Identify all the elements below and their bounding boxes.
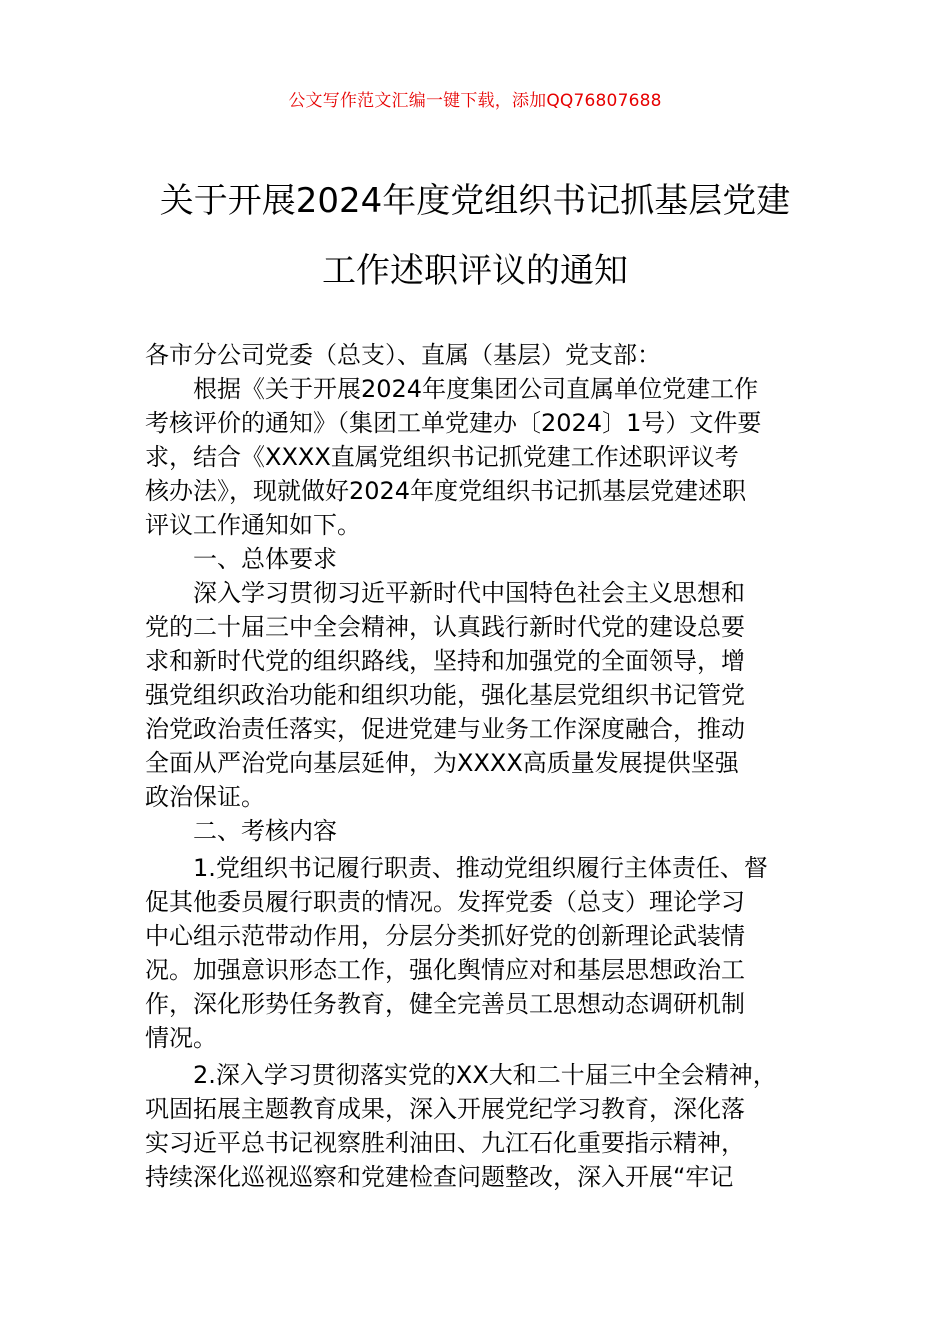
item2-line: 持续深化巡视巡察和党建检查问题整改，深入开展“牢记 — [145, 1163, 734, 1191]
section1-line: 求和新时代党的组织路线，坚持和加强党的全面领导，增 — [145, 647, 745, 675]
item2-line: 2.深入学习贯彻落实党的XX大和二十届三中全会精神， — [193, 1061, 777, 1089]
item2-line: 巩固拓展主题教育成果，深入开展党纪学习教育，深化落 — [145, 1095, 745, 1123]
section-heading-general-requirements: 一、总体要求 — [193, 545, 337, 573]
item1-line: 作，深化形势任务教育，健全完善员工思想动态调研机制 — [145, 990, 745, 1018]
download-notice: 公文写作范文汇编一键下载，添加QQ76807688 — [288, 91, 662, 111]
intro-line: 评议工作通知如下。 — [145, 511, 361, 539]
item1-line: 况。加强意识形态工作，强化舆情应对和基层思想政治工 — [145, 956, 745, 984]
section1-line: 政治保证。 — [145, 783, 265, 811]
item2-line: 实习近平总书记视察胜利油田、九江石化重要指示精神， — [145, 1129, 745, 1157]
salutation: 各市分公司党委（总支）、直属（基层）党支部： — [145, 341, 661, 369]
item1-line: 1.党组织书记履行职责、推动党组织履行主体责任、督 — [193, 854, 768, 882]
section-heading-assessment-content: 二、考核内容 — [193, 817, 337, 845]
section1-line: 党的二十届三中全会精神，认真践行新时代党的建设总要 — [145, 613, 745, 641]
intro-line: 根据《关于开展2024年度集团公司直属单位党建工作 — [193, 375, 759, 403]
section1-line: 治党政治责任落实，促进党建与业务工作深度融合，推动 — [145, 715, 745, 743]
intro-line: 考核评价的通知》（集团工单党建办〔2024〕1号）文件要 — [145, 409, 762, 437]
intro-line: 求，结合《XXXX直属党组织书记抓党建工作述职评议考 — [145, 443, 739, 471]
intro-line: 核办法》，现就做好2024年度党组织书记抓基层党建述职 — [145, 477, 747, 505]
section1-line: 深入学习贯彻习近平新时代中国特色社会主义思想和 — [193, 579, 745, 607]
document-body — [145, 338, 810, 1194]
item1-line: 促其他委员履行职责的情况。发挥党委（总支）理论学习 — [145, 888, 745, 916]
item1-line: 情况。 — [145, 1024, 217, 1052]
document-title-line-2: 工作述职评议的通知 — [322, 251, 628, 291]
document-title-line-1: 关于开展2024年度党组织书记抓基层党建 — [159, 181, 791, 221]
item1-line: 中心组示范带动作用，分层分类抓好党的创新理论武装情 — [145, 922, 745, 950]
section1-line: 全面从严治党向基层延伸，为XXXX高质量发展提供坚强 — [145, 749, 739, 777]
section1-line: 强党组织政治功能和组织功能，强化基层党组织书记管党 — [145, 681, 745, 709]
